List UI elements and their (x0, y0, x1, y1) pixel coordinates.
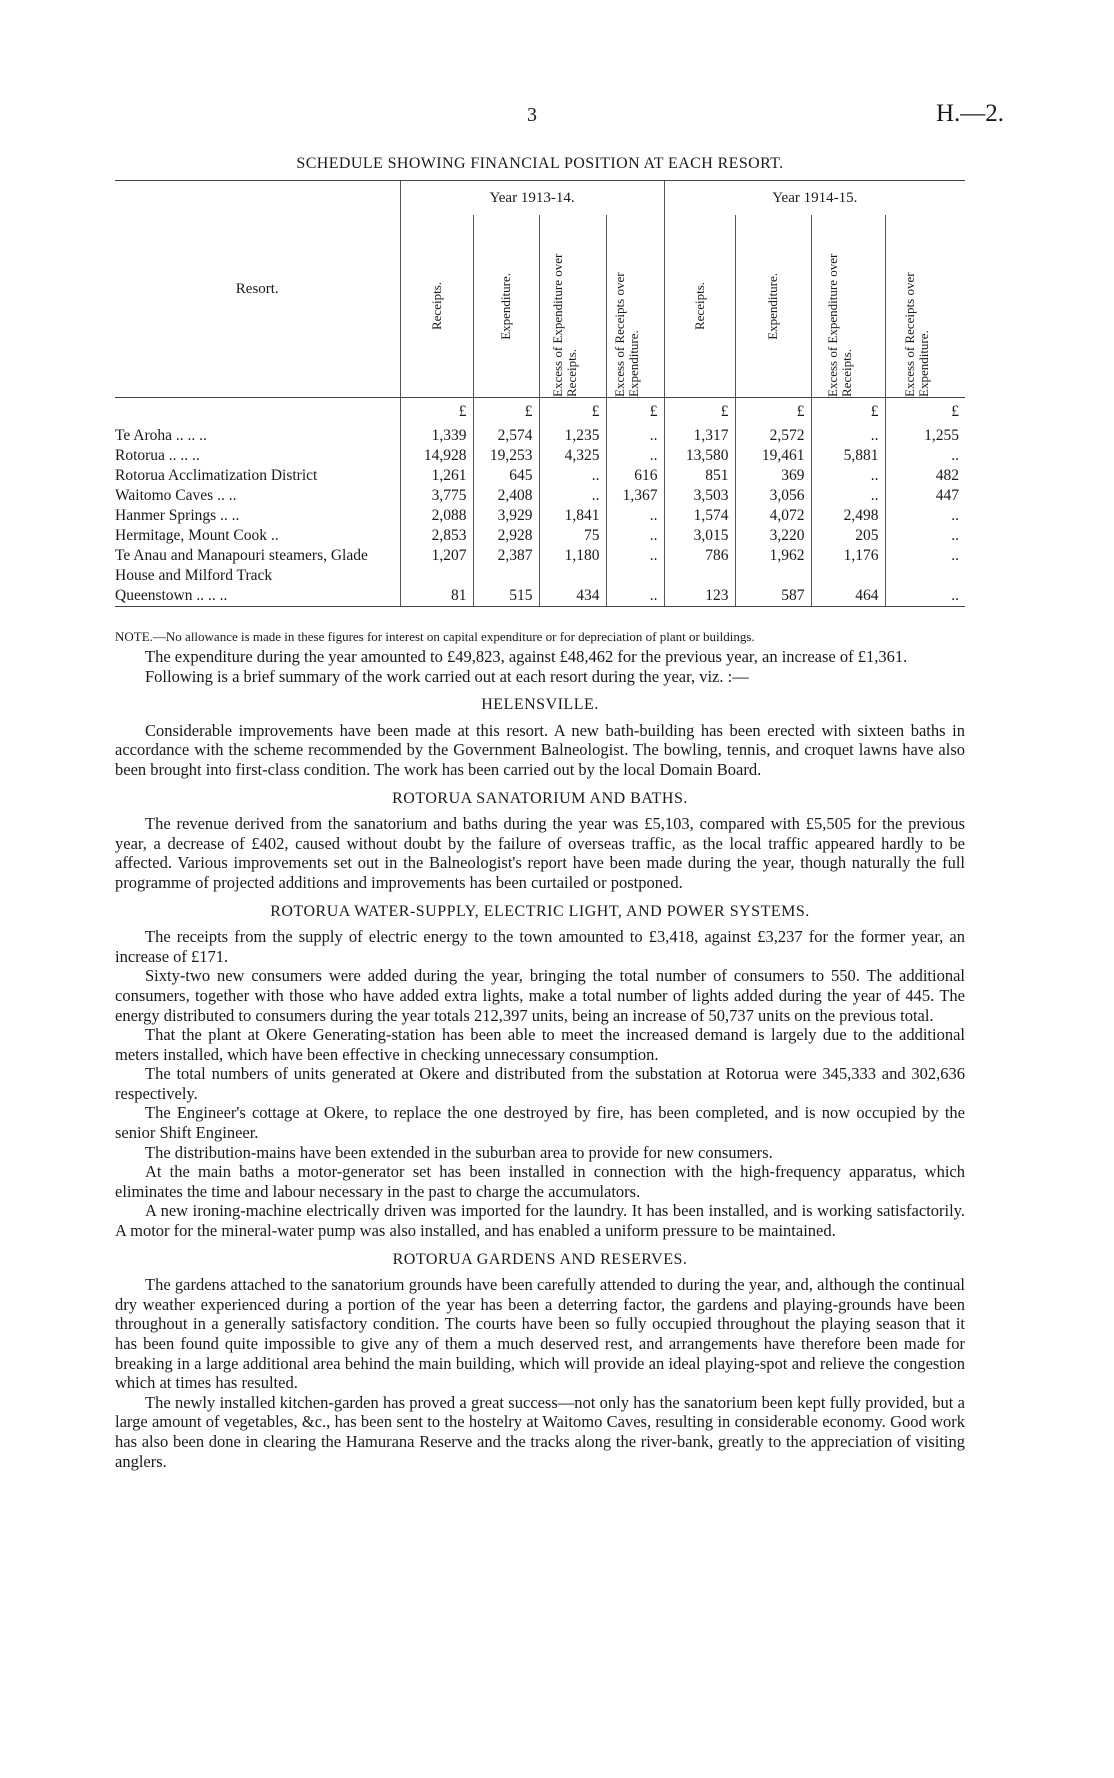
table-row (115, 546, 965, 586)
table-cell: 13,580 (664, 446, 735, 466)
resort-name: Hanmer Springs .. .. (115, 506, 400, 526)
resort-name: Hermitage, Mount Cook .. (115, 526, 400, 546)
table-cell: .. (539, 466, 606, 486)
table-cell: 1,235 (539, 426, 606, 446)
table-cell: 3,503 (664, 486, 735, 506)
table-cell: 1,841 (539, 506, 606, 526)
table-cell: .. (811, 426, 885, 446)
table-cell: 2,408 (473, 486, 539, 506)
table-cell: .. (606, 526, 664, 546)
table-cell: 369 (735, 466, 811, 486)
table-cell: .. (606, 446, 664, 466)
table-cell: 2,574 (473, 426, 539, 446)
resort-name: Te Aroha .. .. .. (115, 426, 400, 446)
table-cell: 851 (664, 466, 735, 486)
table-row (115, 466, 965, 486)
table-cell: 5,881 (811, 446, 885, 466)
column-header: Expenditure. (765, 272, 781, 340)
table-cell: 645 (473, 466, 539, 486)
table-cell: .. (885, 546, 965, 586)
table-cell: 1,176 (811, 546, 885, 586)
table-note: NOTE.—No allowance is made in these figures for interest on capital expenditure or for depreciation of plant or buildings. (115, 629, 755, 644)
paragraph: The gardens attached to the sanatorium grounds have been carefully attended to during the year, and, although the continual dry weather experienced during a portion of the year has been a deterring factor, the gardens and playing-grounds have been throughout in a generally satisfactory condition. The courts have been so fully occupied throughout the playing season that it has been found quite impossible to give any of them a much deserved rest, and arrangements have therefore been made for breaking in a large additional area behind the main building, which will provide an ideal playing-spot and relieve the congestion which at times has resulted. (115, 1275, 965, 1393)
section-heading-sanatorium: ROTORUA SANATORIUM AND BATHS. (392, 789, 688, 807)
table-row (115, 486, 965, 506)
table-cell: .. (885, 446, 965, 466)
column-header: Excess of Expenditure over Receipts. (825, 253, 855, 397)
table-cell: .. (606, 586, 664, 607)
paragraph: A new ironing-machine electrically driven was imported for the laundry. It has been installed, and is working satisfactorily. A motor for the mineral-water pump was also installed, and has enabled a uniform pressure to be maintained. (115, 1201, 965, 1241)
table-row (115, 526, 965, 546)
currency-symbol: £ (458, 403, 467, 420)
column-header: Receipts. (428, 281, 444, 330)
table-cell: .. (885, 506, 965, 526)
table-cell: 4,325 (539, 446, 606, 466)
table-cell: 515 (473, 586, 539, 607)
currency-symbol: £ (473, 398, 539, 427)
document-reference: H.—2. (936, 100, 1005, 127)
year-header-1914-15: Year 1914-15. (664, 181, 965, 216)
resort-name: Te Anau and Manapouri steamers, Glade House and Milford Track (115, 546, 400, 586)
currency-symbol: £ (539, 398, 606, 427)
financial-schedule-table (115, 180, 965, 607)
table-cell: .. (811, 486, 885, 506)
table-row (115, 426, 965, 446)
table-cell: 2,928 (473, 526, 539, 546)
table-cell: 2,853 (431, 527, 467, 544)
table-cell: 19,253 (473, 446, 539, 466)
table-cell: .. (606, 546, 664, 586)
table-cell: 3,015 (664, 526, 735, 546)
table-row (115, 586, 965, 607)
column-header: Expenditure. (498, 272, 513, 340)
table-cell: 1,207 (431, 547, 467, 564)
paragraph: Following is a brief summary of the work carried out at each resort during the year, viz. :— (145, 666, 749, 686)
table-cell: 1,255 (885, 426, 965, 446)
paragraph: The Engineer's cottage at Okere, to replace the one destroyed by fire, has been completed, and is now occupied by the senior Shift Engineer. (115, 1103, 965, 1143)
table-cell: 1,367 (606, 486, 664, 506)
body-text (115, 628, 965, 1471)
year-header-1913-14: Year 1913-14. (400, 181, 664, 216)
paragraph: The distribution-mains have been extended in the suburban area to provide for new consumers. (145, 1142, 773, 1162)
table-cell: 2,088 (431, 507, 467, 524)
table-cell: 4,072 (735, 506, 811, 526)
paragraph: The newly installed kitchen-garden has proved a great success—not only has the sanatorium been kept fully provided, but a large amount of vegetables, &c., has been sent to the hostelry at Waitomo Caves, resulting in considerable economy. Good work has also been done in clearing the Hamurana Reserve and the tracks along the river-bank, greatly to the appreciation of visiting anglers. (115, 1392, 965, 1471)
column-header: Excess of Receipts over Expenditure. (902, 272, 932, 397)
table-cell: 2,387 (473, 546, 539, 586)
table-cell: .. (539, 486, 606, 506)
currency-symbol: £ (664, 398, 735, 427)
column-header: Receipts. (691, 281, 707, 330)
table-cell: 1,339 (431, 427, 467, 444)
table-cell: 482 (885, 466, 965, 486)
paragraph: Considerable improvements have been made at this resort. A new bath-building has been erected with sixteen baths in accordance with the scheme recommended by the Government Balneologist. The bowling, tennis, and croquet lawns have also been brought into first-class condition. The work has been carried out by the local Domain Board. (115, 720, 965, 779)
resort-name: Queenstown .. .. .. (115, 586, 400, 607)
table-cell: 786 (664, 546, 735, 586)
resort-name: Rotorua Acclimatization District (115, 466, 400, 486)
table-cell: 587 (735, 586, 811, 607)
section-heading-water-supply: ROTORUA WATER-SUPPLY, ELECTRIC LIGHT, AND POWER SYSTEMS. (270, 902, 810, 920)
table-cell: 2,572 (735, 426, 811, 446)
currency-symbol: £ (885, 398, 965, 427)
resort-name: Rotorua .. .. .. (115, 446, 400, 466)
section-heading-gardens: ROTORUA GARDENS AND RESERVES. (392, 1250, 688, 1268)
table-cell: 464 (811, 586, 885, 607)
table-cell: 123 (664, 586, 735, 607)
table-cell: .. (885, 526, 965, 546)
table-row (115, 446, 965, 466)
page-number: 3 (527, 104, 537, 126)
table-cell: 3,775 (431, 487, 467, 504)
currency-symbol: £ (606, 398, 664, 427)
table-cell: 1,574 (664, 506, 735, 526)
table-cell: 75 (539, 526, 606, 546)
table-row (115, 506, 965, 526)
column-header: Excess of Expenditure over Receipts. (549, 253, 579, 397)
column-header: Excess of Receipts over Expenditure. (612, 272, 641, 397)
table-cell: 205 (811, 526, 885, 546)
paragraph: The revenue derived from the sanatorium and baths during the year was £5,103, compared with £5,505 for the previous year, a decrease of £402, caused without doubt by the failure of overseas traffic, as the local traffic appeared hardly to be affected. Various improvements set out in the Balneologist's report have been made during the year, though naturally the full programme of projected additions and improvements has been curtailed or postponed. (115, 814, 965, 892)
table-cell: 3,056 (735, 486, 811, 506)
currency-symbol: £ (811, 398, 885, 427)
table-cell: 19,461 (735, 446, 811, 466)
table-cell: .. (811, 466, 885, 486)
paragraph: The total numbers of units generated at Okere and distributed from the substation at Rotorua were 345,333 and 302,636 respectively. (115, 1064, 965, 1103)
section-heading-helensville: HELENSVILLE. (481, 696, 599, 714)
table-cell: .. (885, 586, 965, 607)
table-cell: 2,498 (811, 506, 885, 526)
table-cell: 14,928 (423, 447, 467, 464)
table-cell: 3,220 (735, 526, 811, 546)
paragraph: That the plant at Okere Generating-station has been able to meet the increased demand is largely due to the additional meters installed, which have been effective in checking unnecessary consumption. (115, 1025, 965, 1064)
table-cell: 1,261 (431, 467, 467, 484)
table-cell: 81 (400, 586, 473, 607)
table-cell: 434 (539, 586, 606, 607)
table-cell: 447 (885, 486, 965, 506)
table-cell: .. (606, 426, 664, 446)
resort-column-header: Resort. (115, 181, 400, 398)
currency-symbol: £ (735, 398, 811, 427)
paragraph: At the main baths a motor-generator set has been installed in connection with the high-frequency apparatus, which eliminates the time and labour necessary in the past to charge the accumulators. (115, 1162, 965, 1201)
table-cell: 1,317 (664, 426, 735, 446)
paragraph: Sixty-two new consumers were added during the year, bringing the total number of consumers to 550. The additional consumers, together with those who have added extra lights, make a total number of lights added during the year of 445. The energy distributed to consumers during the year totals 212,397 units, being an increase of 50,737 units on the previous total. (115, 966, 965, 1025)
paragraph: The receipts from the supply of electric energy to the town amounted to £3,418, against £3,237 for the former year, an increase of £171. (115, 927, 965, 966)
table-cell: 1,962 (735, 546, 811, 586)
table-cell: 616 (606, 466, 664, 486)
resort-name: Waitomo Caves .. .. (115, 486, 400, 506)
table-cell: 1,180 (539, 546, 606, 586)
table-cell: 3,929 (473, 506, 539, 526)
schedule-title: SCHEDULE SHOWING FINANCIAL POSITION AT EACH RESORT. (296, 155, 784, 172)
table-cell: .. (606, 506, 664, 526)
currency-row (115, 398, 965, 427)
paragraph: The expenditure during the year amounted to £49,823, against £48,462 for the previous year, an increase of £1,361. (145, 647, 908, 666)
